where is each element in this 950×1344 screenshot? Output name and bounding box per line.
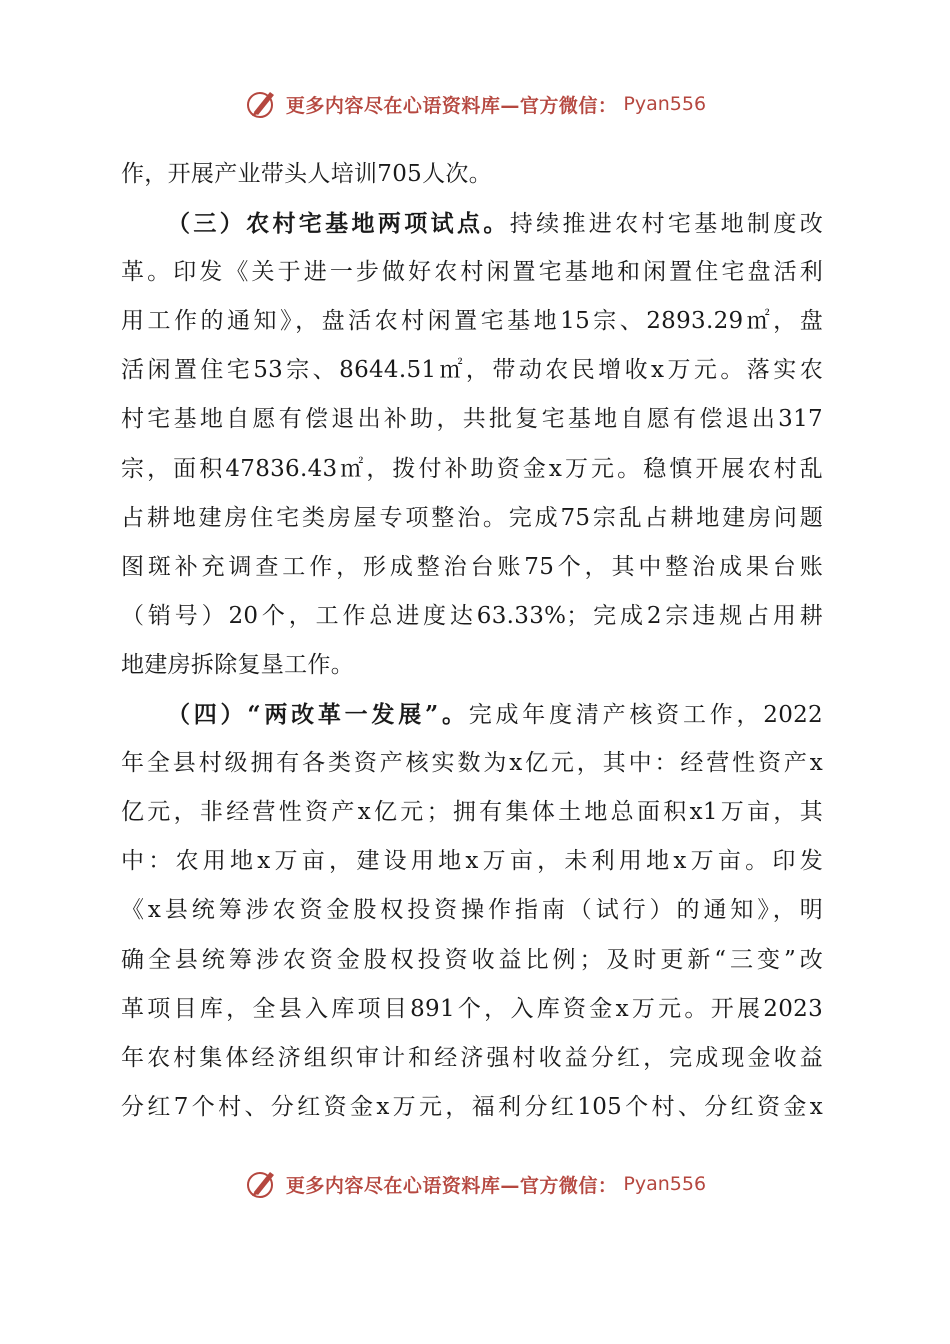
text-line <box>121 788 823 837</box>
footer-watermark <box>0 1164 950 1204</box>
watermark-text: 更多内容尽在心语资料库—官方微信： <box>285 94 618 117</box>
watermark-wechat-id: Pyan556 <box>623 93 707 115</box>
text-line <box>121 150 823 199</box>
text-line <box>121 985 823 1034</box>
text-line <box>121 936 823 985</box>
text-line <box>121 1083 823 1132</box>
line-text: 《x县统筹涉农资金股权投资操作指南（试行）的通知》，明 <box>121 897 823 924</box>
line-text: 用工作的通知》，盘活农村闲置宅基地15宗、2893.29㎡，盘 <box>121 308 823 335</box>
line-text: （销号）20个，工作总进度达63.33%；完成2宗违规占用耕 <box>121 602 823 629</box>
line-text: 完成年度清产核资工作，2022 <box>468 702 823 729</box>
text-line <box>121 445 823 494</box>
line-text: 亿元，非经营性资产x亿元；拥有集体土地总面积x1万亩，其 <box>121 799 823 826</box>
document-body <box>121 150 823 1132</box>
line-text: 作，开展产业带头人培训705人次。 <box>121 161 492 187</box>
line-text: 活闲置住宅53宗、8644.51㎡，带动农民增收x万元。落实农 <box>121 357 823 384</box>
line-text: 占耕地建房住宅类房屋专项整治。完成75宗乱占耕地建房问题 <box>121 504 823 531</box>
line-text: 中：农用地x万亩，建设用地x万亩，未利用地x万亩。印发 <box>121 848 823 875</box>
header-watermark <box>0 84 950 124</box>
line-text: 年全县村级拥有各类资产核实数为x亿元，其中：经营性资产x <box>121 750 823 777</box>
section-heading: （四）“两改革一发展”。 <box>167 701 469 729</box>
line-text: 革项目库，全县入库项目891个，入库资金x万元。开展2023 <box>121 995 823 1022</box>
line-text: 持续推进农村宅基地制度改 <box>509 211 823 238</box>
watermark-wechat-id: Pyan556 <box>623 1173 707 1195</box>
text-line <box>121 199 823 248</box>
line-text: 宗，面积47836.43㎡，拨付补助资金x万元。稳慎开展农村乱 <box>121 455 823 482</box>
text-line <box>121 297 823 346</box>
text-line <box>121 1034 823 1083</box>
text-line <box>121 739 823 788</box>
text-line <box>121 886 823 935</box>
text-line <box>121 543 823 592</box>
line-text: 确全县统筹涉农资金股权投资收益比例；及时更新“三变”改 <box>121 946 823 973</box>
line-text: 分红7个村、分红资金x万元，福利分红105个村、分红资金x <box>121 1093 823 1120</box>
text-line <box>121 248 823 297</box>
text-line <box>121 346 823 395</box>
line-text: 图斑补充调查工作，形成整治台账75个，其中整治成果台账 <box>121 553 823 580</box>
text-line <box>121 494 823 543</box>
text-line <box>121 641 823 690</box>
text-line <box>121 690 823 739</box>
line-text: 革。印发《关于进一步做好农村闲置宅基地和闲置住宅盘活利 <box>121 259 823 286</box>
pen-logo-icon <box>244 1166 280 1202</box>
watermark-text: 更多内容尽在心语资料库—官方微信： <box>285 1174 618 1197</box>
section-heading: （三）农村宅基地两项试点。 <box>167 210 510 238</box>
line-text: 地建房拆除复垦工作。 <box>121 651 354 678</box>
line-text: 村宅基地自愿有偿退出补助，共批复宅基地自愿有偿退出317 <box>121 406 823 433</box>
text-line <box>121 837 823 886</box>
pen-logo-icon <box>244 86 280 122</box>
text-line <box>121 592 823 641</box>
text-line <box>121 395 823 444</box>
line-text: 年农村集体经济组织审计和经济强村收益分红，完成现金收益 <box>121 1044 823 1071</box>
